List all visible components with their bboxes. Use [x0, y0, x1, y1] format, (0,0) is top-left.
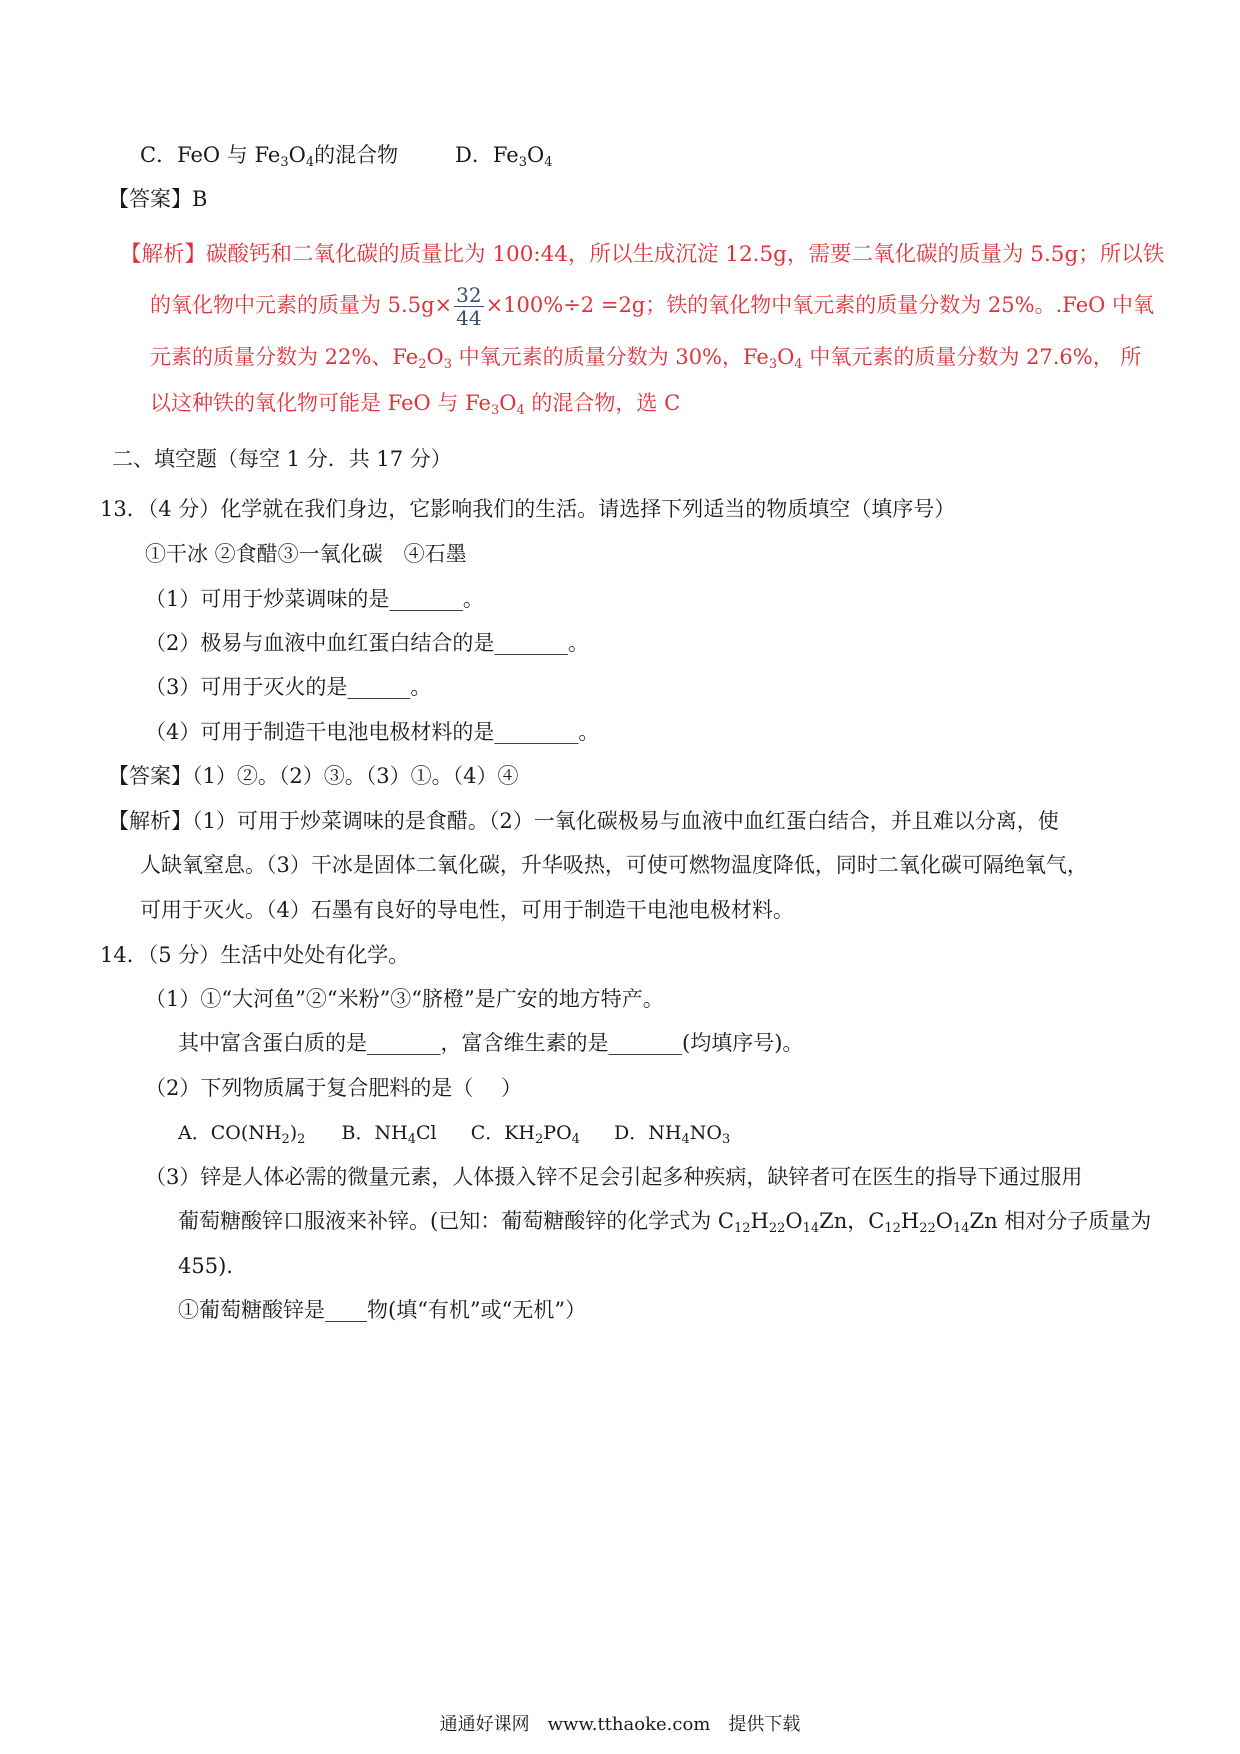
q14-part3-sub1: ①葡萄糖酸锌是____物(填“有机”或“无机”） — [178, 1298, 587, 1322]
q13-choices: ①干冰 ②食醋③一氧化碳 ④石墨 — [145, 542, 467, 566]
explanation-q12-line4: 以这种铁的氧化物可能是 FeO 与 $Fe_3O_4$ 的混合物，选 C — [150, 391, 681, 418]
q13-part2: （2）极易与血液中血红蛋白结合的是_______。 — [145, 631, 589, 655]
q14-stem: 14．（5 分）生活中处处有化学。 — [100, 943, 410, 967]
q14-part1: （1）①“大河鱼”②“米粉”③“脐橙”是广安的地方特产。 — [145, 987, 664, 1011]
explanation-q12-line3: 元素的质量分数为 22%、$Fe_2O_3$ 中氧元素的质量分数为 30%，$Fe_3O_4$ 中氧元素的质量分数为 27.6%， 所 — [150, 345, 1142, 372]
answer-q12: 【答案】B — [108, 187, 208, 211]
q14-options — [178, 1118, 730, 1148]
q13-explanation-line2: 人缺氧窒息。（3）干冰是固体二氧化碳，升华吸热，可使可燃物温度降低，同时二氧化碳可隔绝氧气， — [140, 853, 1088, 877]
section-heading: 二、填空题（每空 1 分．共 17 分） — [112, 447, 452, 471]
option-c: C．$KH_2PO_4$ — [470, 1122, 580, 1147]
option-d: D．$NH_4NO_3$ — [614, 1122, 731, 1147]
option-a: A．$CO(NH_2)_2$ — [178, 1122, 306, 1147]
page-footer: 通通好课网 www.tthaoke.com 提供下载 — [439, 1714, 801, 1735]
option-c: C．FeO 与 $Fe_3O_4$的混合物 — [140, 143, 399, 170]
explanation-q12-line1: 【解析】碳酸钙和二氧化碳的质量比为 100:44，所以生成沉淀 12.5g，需要二氧化碳的质量为 5.5g；所以铁 — [120, 242, 1165, 267]
q13-part1: （1）可用于炒菜调味的是_______。 — [145, 587, 484, 611]
q13-explanation-line3: 可用于灭火。（4）石墨有良好的导电性，可用于制造干电池电极材料。 — [140, 898, 794, 922]
q14-part1-fill: 其中富含蛋白质的是_______，富含维生素的是_______(均填序号)。 — [178, 1031, 804, 1055]
q13-stem: 13．（4 分）化学就在我们身边，它影响我们的生活。请选择下列适当的物质填空（填序号） — [100, 497, 956, 521]
q13-part3: （3）可用于灭火的是______。 — [145, 675, 432, 699]
q14-part3-line2: 葡萄糖酸锌口服液来补锌。(已知：葡萄糖酸锌的化学式为 $C_{12}H_{22}O_{14}Zn$，$C_{12}H_{22}O_{14}Zn$ 相对分子质量为 — [178, 1209, 1152, 1236]
explanation-q12-line2: 的氧化物中元素的质量为 5.5g× $\frac{32}{44}$ ×100%÷2 =2g；铁的氧化物中氧元素的质量分数为 25%。.FeO 中氧 — [150, 283, 1155, 330]
option-d: D．$Fe_3O_4$ — [455, 143, 553, 170]
q14-part2: （2）下列物质属于复合肥料的是（ ） — [145, 1076, 523, 1100]
q14-part3-line1: （3）锌是人体必需的微量元素，人体摄入锌不足会引起多种疾病，缺锌者可在医生的指导下通过服用 — [145, 1165, 1083, 1189]
q13-explanation-line1: 【解析】（1）可用于炒菜调味的是食醋。（2）一氧化碳极易与血液中血红蛋白结合，并且难以分离，使 — [108, 809, 1059, 833]
fraction: $\frac{32}{44}$ — [456, 283, 482, 330]
q14-part3-line3: 455). — [178, 1254, 233, 1278]
q13-answer: 【答案】（1）②。（2）③。（3）①。（4）④ — [108, 764, 519, 788]
option-b: B．$NH_4Cl$ — [341, 1122, 437, 1147]
q13-part4: （4）可用于制造干电池电极材料的是________。 — [145, 720, 600, 744]
